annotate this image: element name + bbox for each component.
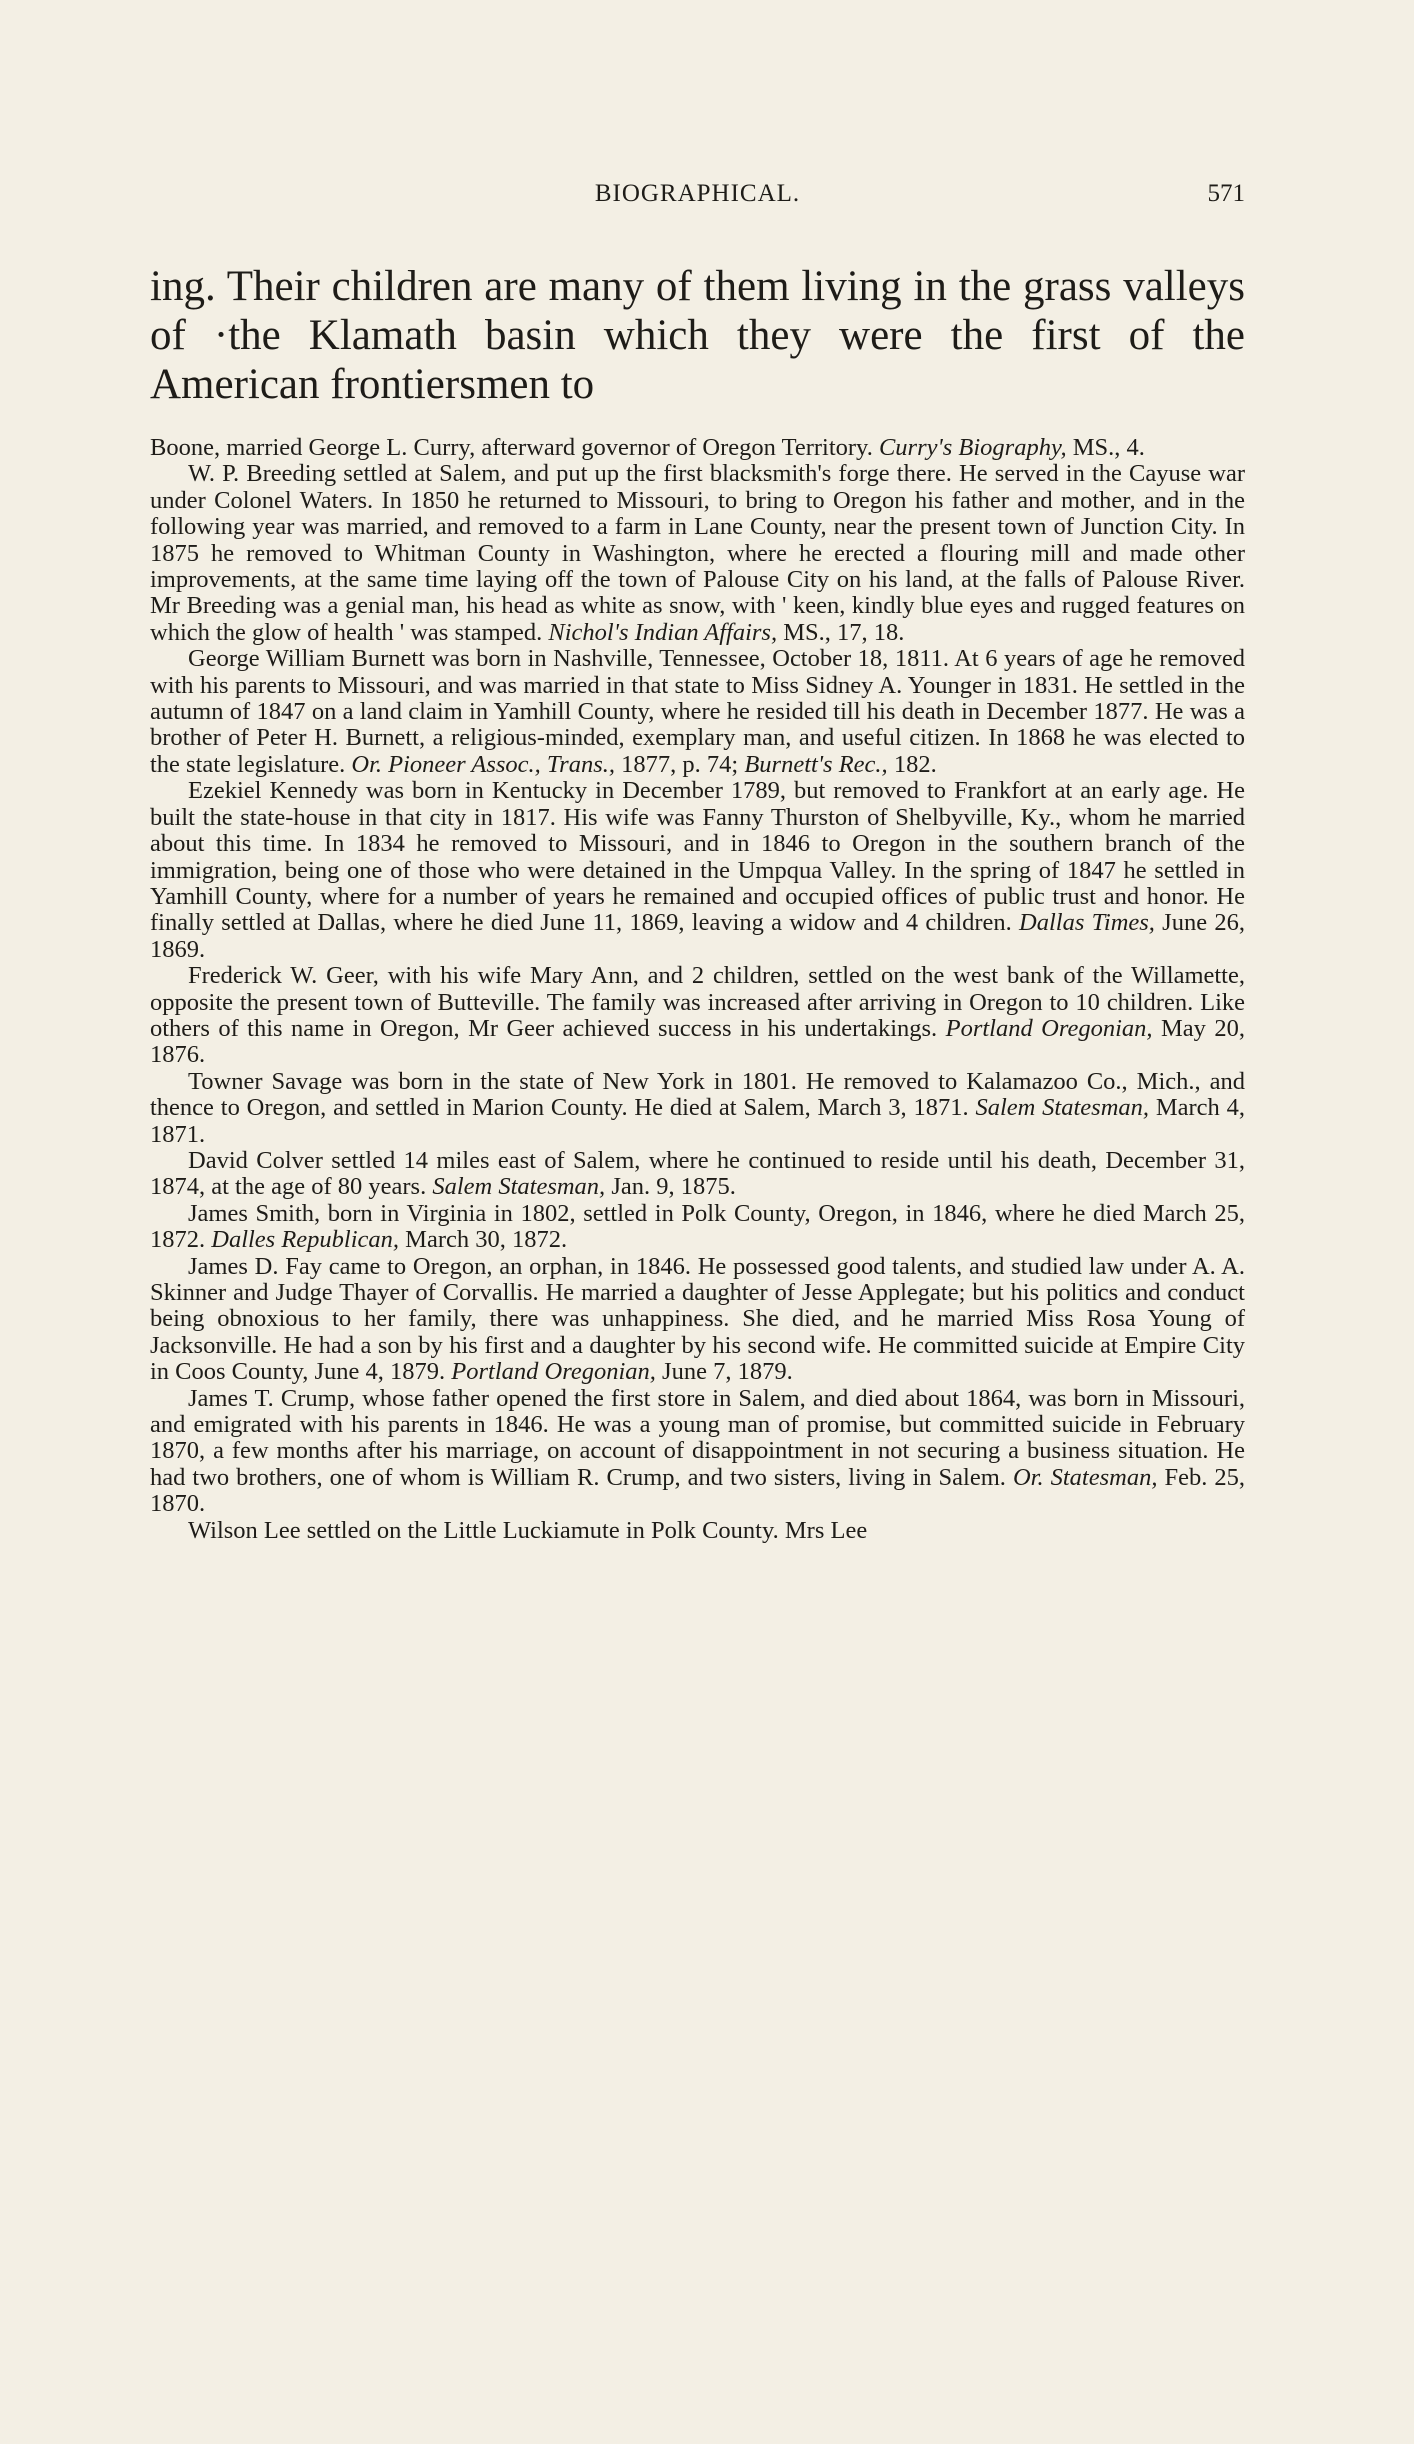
citation-italic: Portland Oregonian, <box>945 1014 1153 1042</box>
footnotes <box>150 435 1245 1544</box>
running-head <box>150 180 1245 220</box>
note-text: David Colver settled 14 miles east of Salem, where he continued to reside until his death, December 31, 1874, at the age of 80 years. <box>150 1146 1245 1201</box>
note-paragraph <box>150 461 1245 646</box>
note-paragraph <box>150 1069 1245 1148</box>
note-text: Towner Savage was born in the state of New York in 1801. He removed to Kalamazoo Co., Mich., and thence to Oregon, and settled in Marion County. He died at Salem, March 3, 1871. <box>150 1067 1245 1122</box>
main-text: ing. Their children are many of them living in the grass valleys of ·the Klamath basin which they were the first of the American frontiersmen to <box>150 263 1245 408</box>
note-text: May 20, 1876. <box>150 1014 1245 1069</box>
note-text: March 30, 1872. <box>399 1226 568 1254</box>
note-paragraph <box>150 1518 1245 1544</box>
note-text: 182. <box>887 750 937 778</box>
citation-italic: Salem Statesman, <box>432 1173 606 1201</box>
citation-italic: Dallas Times, <box>1019 909 1155 937</box>
note-paragraph <box>150 1254 1245 1386</box>
note-paragraph <box>150 778 1245 963</box>
note-text: Feb. 25, 1870. <box>150 1463 1246 1518</box>
citation-italic: Or. Statesman, <box>1012 1463 1158 1491</box>
note-text: Frederick W. Geer, with his wife Mary Ann, and 2 children, settled on the west bank of the Willamette, opposite the present town of Butteville. The family was increased after arriving in Oregon to 10 children. Like others of this name in Oregon, Mr Geer achieved success in his undertakings. <box>150 962 1245 1042</box>
citation-italic: Curry's Biography, <box>878 434 1067 461</box>
note-text: James D. Fay came to Oregon, an orphan, in 1846. He possessed good talents, and studied law under A. A. Skinner and Judge Thayer of Corvallis. He married a daughter of Jesse Applegate; but his politics and conduct being obnoxious to her family, there was unhappiness. She died, and he married Miss Rosa Young of Jacksonville. He had a son by his first and a daughter by his second wife. He committed suicide at Empire City in Coos County, June 4, 1879. <box>150 1252 1245 1386</box>
note-text: March 4, 1871. <box>150 1094 1245 1148</box>
note-paragraph <box>150 1148 1245 1201</box>
running-title: BIOGRAPHICAL. <box>594 180 801 207</box>
note-paragraph <box>150 963 1245 1069</box>
note-text: George William Burnett was born in Nashville, Tennessee, October 18, 1811. At 6 years of age he removed with his parents to Missouri, and was married in that state to Miss Sidney A. Younger in 1831. He settled in the autumn of 1847 on a land claim in Yamhill County, where he resided till his death in December 1877. He was a brother of Peter H. Burnett, a religious-minded, exemplary man, and useful citizen. In 1868 he was elected to the state legislature. <box>150 645 1245 778</box>
note-text: Boone, married George L. Curry, afterward governor of Oregon Territory. <box>150 434 879 461</box>
citation-italic: Salem Statesman, <box>975 1094 1150 1122</box>
page-number: 571 <box>1207 180 1245 207</box>
citation-italic: Or. Pioneer Assoc., Trans., <box>351 750 616 778</box>
note-text: Jan. 9, 1875. <box>605 1173 736 1201</box>
note-text: MS., 4. <box>1066 434 1145 461</box>
note-paragraph <box>150 1201 1245 1254</box>
citation-italic: Nichol's Indian Affairs, <box>548 618 778 646</box>
citation-italic: Burnett's Rec., <box>744 750 888 778</box>
note-text: June 7, 1879. <box>655 1358 793 1386</box>
note-text: 1877, p. 74; <box>615 750 745 778</box>
note-text: June 26, 1869. <box>150 909 1245 963</box>
citation-italic: Portland Oregonian, <box>451 1358 656 1386</box>
note-text: James Smith, born in Virginia in 1802, settled in Polk County, Oregon, in 1846, where he died March 25, 1872. <box>150 1199 1245 1254</box>
note-paragraph <box>150 1386 1245 1518</box>
note-text: W. P. Breeding settled at Salem, and put up the first blacksmith's forge there. He served in the Cayuse war under Colonel Waters. In 1850 he returned to Missouri, to bring to Oregon his father and mother, and in the following year was married, and removed to a farm in Lane County, near the present town of Junction City. In 1875 he removed to Whitman County in Washington, where he erected a flouring mill and made other improvements, at the same time laying off the town of Palouse City on his land, at the falls of Palouse River. Mr Breeding was a genial man, his head as white as snow, with ' keen, kindly blue eyes and rugged features on which the glow of health ' was stamped. <box>150 460 1245 646</box>
note-text: James T. Crump, whose father opened the first store in Salem, and died about 1864, was born in Missouri, and emigrated with his parents in 1846. He was a young man of promise, but committed suicide in February 1870, a few months after his marriage, on account of disappointment in not securing a business situation. He had two brothers, one of whom is William R. Crump, and two sisters, living in Salem. <box>150 1384 1245 1491</box>
note-text: Wilson Lee settled on the Little Luckiamute in Polk County. Mrs Lee <box>188 1516 868 1544</box>
citation-italic: Dalles Republican, <box>211 1226 400 1254</box>
note-text: MS., 17, 18. <box>777 618 905 646</box>
note-text: Ezekiel Kennedy was born in Kentucky in December 1789, but removed to Frankfort at an early age. He built the state-house in that city in 1817. His wife was Fanny Thurston of Shelbyville, Ky., whom he married about this time. In 1834 he removed to Missouri, and in 1846 to Oregon in the southern branch of the immigration, being one of those who were detained in the Umpqua Valley. In the spring of 1847 he settled in Yamhill County, where for a number of years he remained and occupied offices of public trust and honor. He finally settled at Dallas, where he died June 11, 1869, leaving a widow and 4 children. <box>150 777 1245 937</box>
note-paragraph <box>150 646 1245 778</box>
note-paragraph <box>150 435 1245 461</box>
